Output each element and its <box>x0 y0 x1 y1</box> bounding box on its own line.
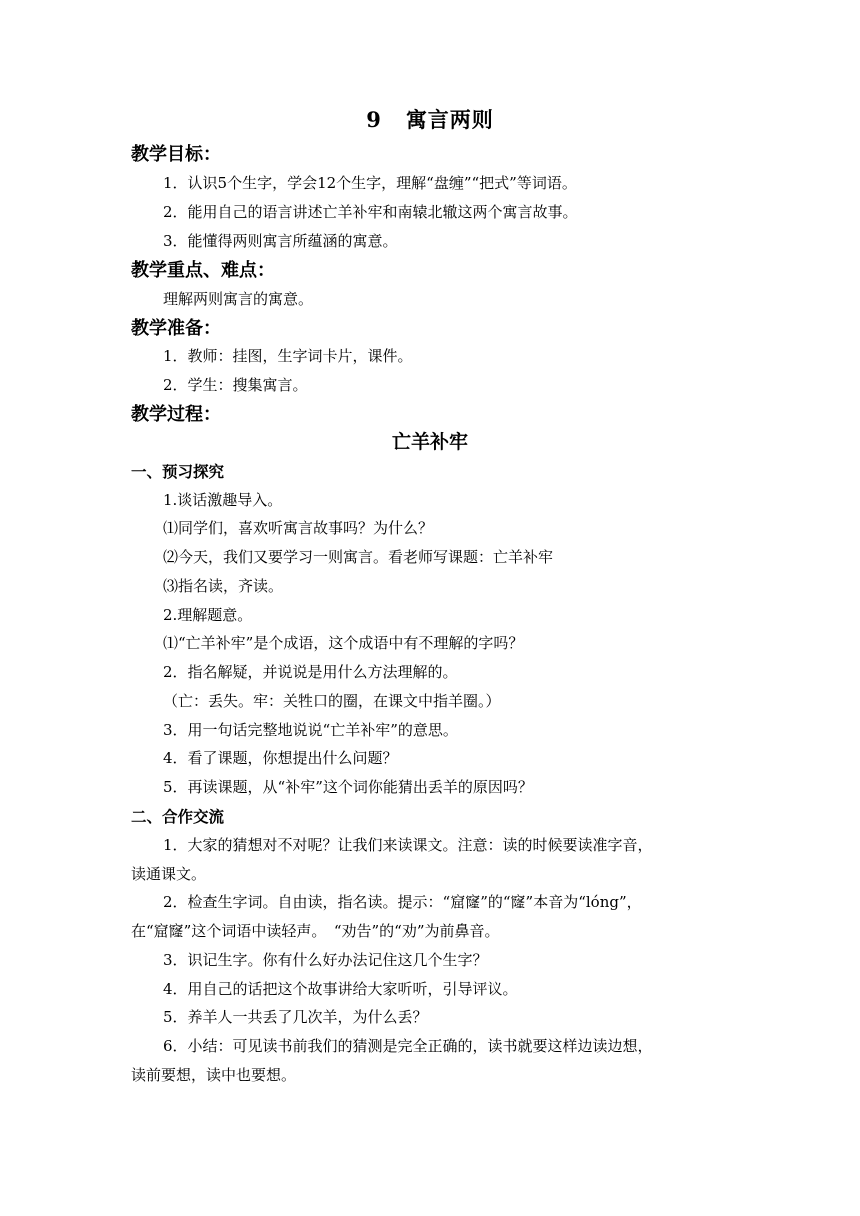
goal-item: 2．能用自己的语言讲述亡羊补牢和南辕北辙这两个寓言故事。 <box>163 203 578 221</box>
part1-line: 4．看了课题，你想提出什么问题？ <box>163 749 398 767</box>
part1-line: 3．用一句话完整地说说“亡羊补牢”的意思。 <box>163 721 458 739</box>
heading-goals: 教学目标： <box>131 144 221 165</box>
part2-line: 在“窟窿”这个词语中读轻声。 “劝告”的“劝”为前鼻音。 <box>131 922 500 940</box>
part1-heading: 一、预习探究 <box>131 463 225 481</box>
key-points-text: 理解两则寓言的寓意。 <box>163 290 314 308</box>
heading-preparation: 教学准备： <box>131 318 221 339</box>
part2-line: 2．检查生字词。自由读，指名读。提示：“窟窿”的“窿”本音为“lóng”， <box>163 893 642 911</box>
part1-line: ⑶指名读，齐读。 <box>163 577 284 595</box>
page-title <box>0 104 860 134</box>
part1-line: 5．再读课题，从“补牢”这个词你能猜出丢羊的原因吗？ <box>163 778 533 796</box>
part1-line: ⑵今天，我们又要学习一则寓言。看老师写课题：亡羊补牢 <box>163 548 554 566</box>
title-text: 寓言两则 <box>405 107 494 132</box>
prep-item: 2．学生：搜集寓言。 <box>163 376 308 394</box>
part2-line: 6．小结：可见读书前我们的猜测是完全正确的，读书就要这样边读边想， <box>163 1037 653 1055</box>
part1-line: 2．指名解疑，并说说是用什么方法理解的。 <box>163 663 458 681</box>
prep-item: 1．教师：挂图，生字词卡片，课件。 <box>163 347 413 365</box>
lesson-number: 9 <box>366 107 382 132</box>
part2-line: 4．用自己的话把这个故事讲给大家听听，引导评议。 <box>163 980 518 998</box>
part1-line: ⑴同学们，喜欢听寓言故事吗？为什么？ <box>163 519 434 537</box>
part2-heading: 二、合作交流 <box>131 808 225 826</box>
part2-line: 读通课文。 <box>131 865 207 883</box>
heading-key-points: 教学重点、难点： <box>131 260 275 281</box>
part1-line: 2.理解题意。 <box>163 606 253 624</box>
goal-item: 1．认识5个生字，学会12个生字，理解“盘缠”“把式”等词语。 <box>163 174 577 192</box>
part2-line: 5．养羊人一共丢了几次羊，为什么丢？ <box>163 1008 428 1026</box>
lesson-title: 亡羊补牢 <box>391 431 468 453</box>
part1-line: ⑴“亡羊补牢”是个成语，这个成语中有不理解的字吗？ <box>163 634 524 652</box>
goal-item: 3．能懂得两则寓言所蕴涵的寓意。 <box>163 232 398 250</box>
heading-process: 教学过程： <box>131 404 221 425</box>
part2-line: 3．识记生字。你有什么好办法记住这几个生字？ <box>163 951 488 969</box>
part2-line: 读前要想，读中也要想。 <box>131 1066 297 1084</box>
part1-line: 1.谈话激趣导入。 <box>163 491 283 509</box>
part2-line: 1．大家的猜想对不对呢？让我们来读课文。注意：读的时候要读准字音， <box>163 836 653 854</box>
part1-line: （亡：丢失。牢：关牲口的圈，在课文中指羊圈。） <box>163 692 501 710</box>
